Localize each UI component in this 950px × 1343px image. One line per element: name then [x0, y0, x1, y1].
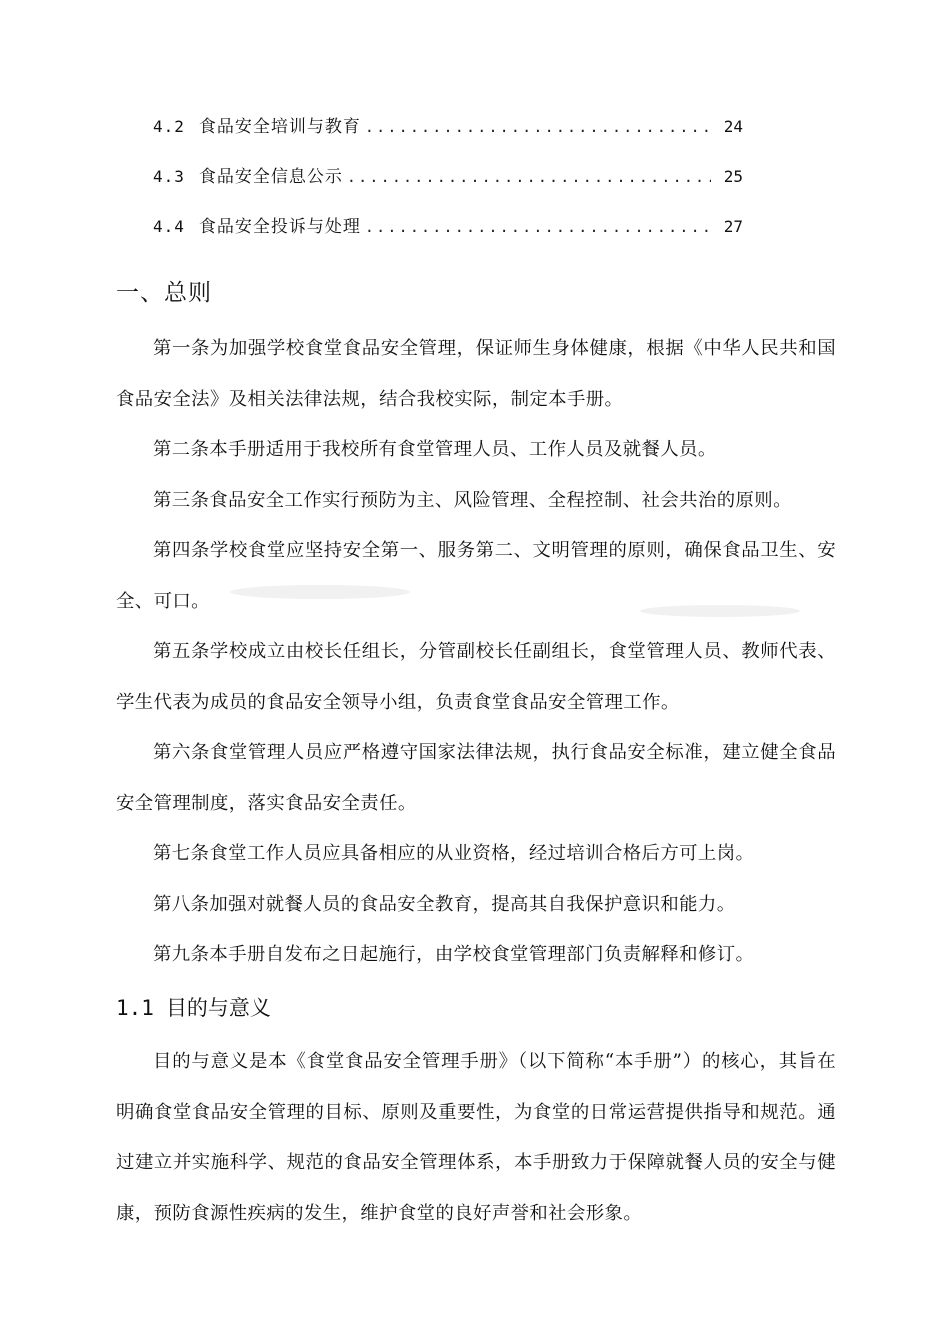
- toc-leader-dots: [347, 164, 711, 190]
- toc-entry-title: 食品安全信息公示: [198, 167, 343, 187]
- toc-entry-page: 25: [723, 167, 743, 186]
- toc-entry[interactable]: [153, 114, 743, 164]
- article-paragraph: 第九条本手册自发布之日起施行，由学校食堂管理部门负责解释和修订。: [153, 944, 755, 965]
- toc-entry[interactable]: [153, 214, 743, 264]
- toc-leader-dots: [365, 214, 711, 240]
- toc-entry-title: 食品安全投诉与处理: [198, 217, 361, 237]
- article-paragraph: 第八条加强对就餐人员的食品安全教育，提高其自我保护意识和能力。: [153, 893, 736, 915]
- purpose-body: [116, 1037, 836, 1239]
- toc-entry-number: 4.2: [153, 117, 185, 136]
- toc-entry-page: 24: [723, 117, 743, 136]
- toc-entry-number: 4.3: [153, 167, 185, 186]
- article-paragraph: 第六条食堂管理人员应严格遵守国家法律法规，执行食品安全标准，建立健全食品安全管理制度，落实食品安全责任。: [116, 742, 836, 814]
- subsection-number: 1.1: [116, 996, 154, 1020]
- subsection-title: 目的与意义: [165, 996, 271, 1020]
- articles-body: [116, 324, 836, 981]
- article-paragraph: 第一条为加强学校食堂食品安全管理，保证师生身体健康，根据《中华人民共和国食品安全法》及相关法律法规，结合我校实际，制定本手册。: [116, 338, 836, 410]
- article-paragraph: 第三条食品安全工作实行预防为主、风险管理、全程控制、社会共治的原则。: [153, 489, 792, 511]
- article-paragraph: 第七条食堂工作人员应具备相应的从业资格，经过培训合格后方可上岗。: [153, 843, 755, 864]
- section-heading-general-provisions: 一、总则: [116, 280, 212, 306]
- subsection-heading-purpose: [116, 991, 271, 1025]
- toc-entry-title: 食品安全培训与教育: [198, 117, 361, 137]
- toc-leader-dots: [365, 114, 711, 140]
- article-paragraph: 第四条学校食堂应坚持安全第一、服务第二、文明管理的原则，确保食品卫生、安全、可口。: [116, 540, 836, 612]
- table-of-contents: [153, 114, 743, 264]
- article-paragraph: 第五条学校成立由校长任组长，分管副校长任副组长，食堂管理人员、教师代表、学生代表为成员的食品安全领导小组，负责食堂食品安全管理工作。: [116, 641, 836, 713]
- purpose-paragraph: 目的与意义是本《食堂食品安全管理手册》（以下简称“本手册”）的核心，其旨在明确食堂食品安全管理的目标、原则及重要性，为食堂的日常运营提供指导和规范。通过建立并实施科学、规范的食品安全管理体系，本手册致力于保障就餐人员的安全与健康，预防食源性疾病的发生，维护食堂的良好声誉和社会形象。: [116, 1051, 836, 1224]
- article-paragraph: 第二条本手册适用于我校所有食堂管理人员、工作人员及就餐人员。: [153, 439, 717, 460]
- toc-entry-page: 27: [723, 217, 743, 236]
- toc-entry-number: 4.4: [153, 217, 185, 236]
- toc-entry[interactable]: [153, 164, 743, 214]
